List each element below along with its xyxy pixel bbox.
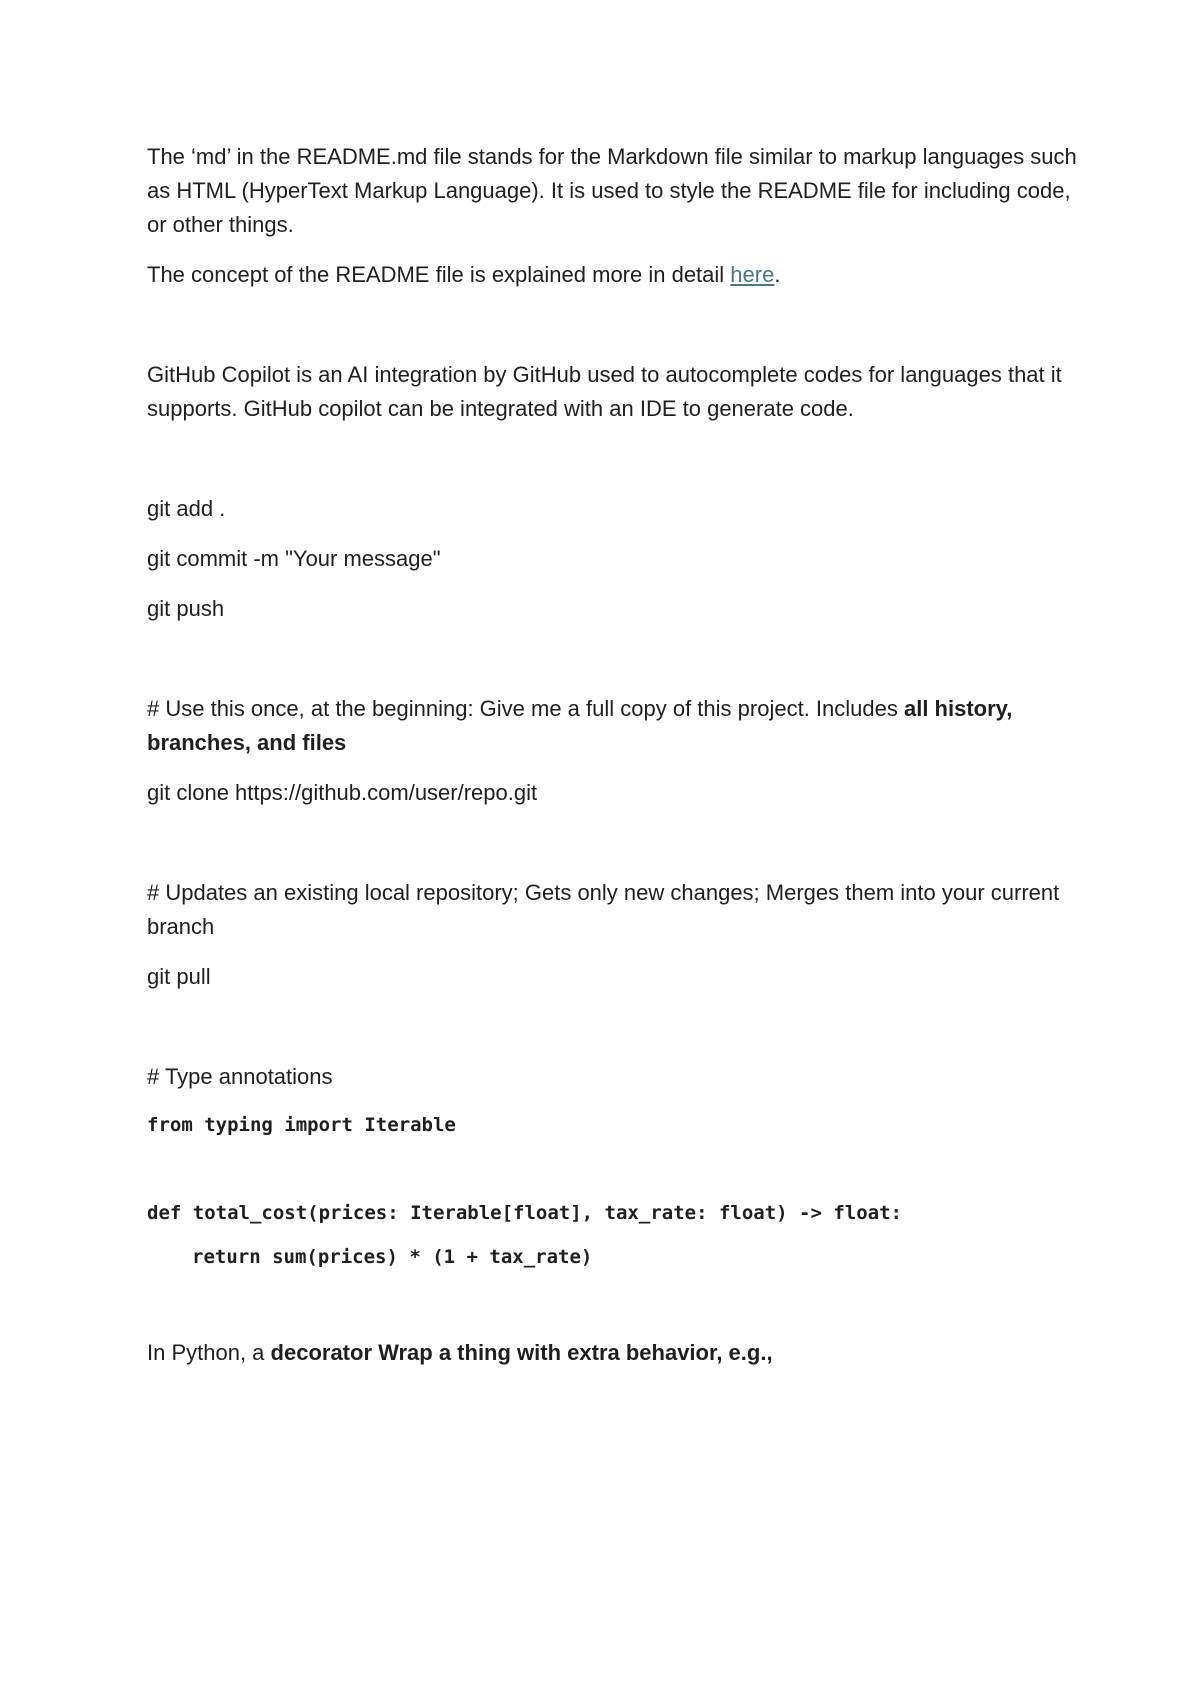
spacer: [147, 442, 1077, 492]
git-pull-command: git pull: [147, 964, 211, 989]
here-link[interactable]: here: [730, 262, 775, 287]
spacer: [147, 1154, 1077, 1198]
git-add-command: git add .: [147, 496, 226, 521]
decorator-paragraph: [147, 1336, 1077, 1370]
spacer: [147, 642, 1077, 692]
spacer: [147, 1010, 1077, 1060]
readme-concept-paragraph: [147, 258, 1077, 292]
code-return-line: return sum(prices) * (1 + tax_rate): [192, 1246, 593, 1268]
code-def-line: def total_cost(prices: Iterable[float], tax_rate: float) -> float:: [147, 1202, 902, 1224]
decorator-text: In Python, a: [147, 1340, 271, 1365]
spacer: [147, 1286, 1077, 1336]
readme-concept-end: .: [774, 262, 781, 287]
pull-comment: # Updates an existing local repository; Gets only new changes; Merges them into your current branch: [147, 880, 1060, 939]
clone-comment-bold: all history, branches, and files: [147, 696, 1013, 755]
readme-md-paragraph: The ‘md’ in the README.md file stands for the Markdown file similar to markup languages such as HTML (HyperText Markup Language). It is used to style the README file for including code, or other things.: [147, 144, 1077, 237]
document-body: [147, 140, 1077, 1386]
clone-comment: [147, 692, 1077, 760]
clone-comment-text: # Use this once, at the beginning: Give me a full copy of this project. Includes: [147, 696, 904, 721]
git-clone-command: git clone https://github.com/user/repo.git: [147, 780, 538, 805]
spacer: [147, 308, 1077, 358]
type-annotations-comment: # Type annotations: [147, 1064, 333, 1089]
code-import-line: from typing import Iterable: [147, 1114, 456, 1136]
copilot-paragraph: GitHub Copilot is an AI integration by GitHub used to autocomplete codes for languages that it supports. GitHub copilot can be integrated with an IDE to generate code.: [147, 362, 1062, 421]
spacer: [147, 826, 1077, 876]
git-commit-command: git commit -m "Your message": [147, 546, 441, 571]
decorator-bold: decorator Wrap a thing with extra behavior, e.g.,: [270, 1340, 773, 1365]
readme-concept-text: The concept of the README file is explained more in detail: [147, 262, 731, 287]
git-push-command: git push: [147, 596, 225, 621]
